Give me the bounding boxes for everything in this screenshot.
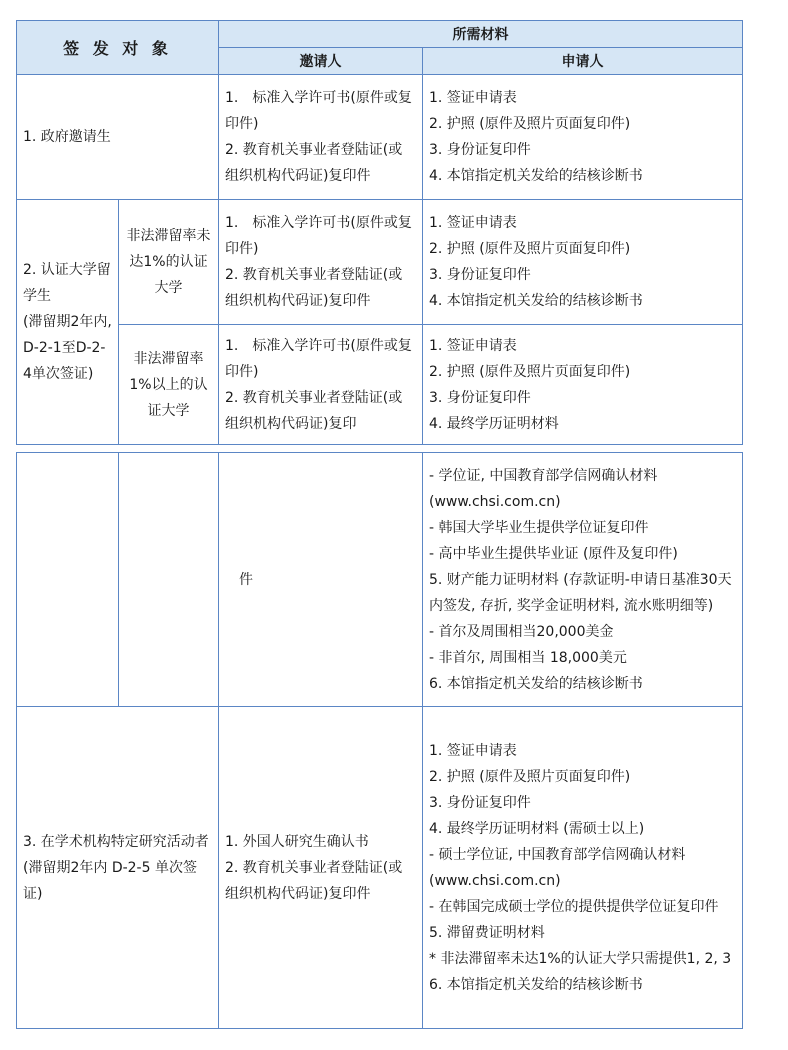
header-applicant: 申请人	[423, 48, 743, 75]
list-item: 1. 签证申请表	[429, 90, 517, 106]
row2a-label: 非法滞留率未达1%的认证大学	[119, 200, 219, 325]
list-item: 2. 护照 (原件及照片页面复印件)	[429, 116, 631, 132]
list-item: 3. 身份证复印件	[429, 794, 531, 811]
list-item: 4. 最终学历证明材料	[429, 415, 559, 432]
list-item: 5. 财产能力证明材料 (存款证明-申请日基准30天内签发, 存折, 奖学金证明材料, 流水账明细等)	[429, 571, 732, 614]
list-item: 4. 本馆指定机关发给的结核诊断书	[429, 168, 643, 184]
list-item: 3. 身份证复印件	[429, 267, 531, 283]
visa-requirements-table	[16, 20, 743, 445]
list-item: - 硕士学位证, 中国教育部学信网确认材料 (www.chsi.com.cn)	[429, 846, 686, 889]
row3-target: 3. 在学术机构特定研究活动者 (滞留期2年内 D-2-5 单次签证)	[17, 707, 219, 1029]
list-item: 2. 教育机关事业者登陆证(或组织机构代码证)复印件	[225, 142, 403, 184]
list-item: 2. 教育机关事业者登陆证(或组织机构代码证)复印	[225, 389, 403, 432]
row2b-applicant	[423, 325, 743, 445]
list-item: 1. 标准入学许可书(原件或复印件)	[225, 215, 412, 257]
list-item: 4. 最终学历证明材料 (需硕士以上)	[429, 820, 645, 837]
row1-applicant	[423, 75, 743, 200]
header-inviter: 邀请人	[219, 48, 423, 75]
list-item: 2. 护照 (原件及照片页面复印件)	[429, 241, 631, 257]
row2-cont-sub	[119, 453, 219, 707]
row2b-label: 非法滞留率1%以上的认证大学	[119, 325, 219, 445]
list-item: 2. 教育机关事业者登陆证(或组织机构代码证)复印件	[225, 267, 403, 309]
list-item: 3. 身份证复印件	[429, 389, 531, 406]
row2a-inviter	[219, 200, 423, 325]
list-item: 1. 标准入学许可书(原件或复印件)	[225, 337, 412, 380]
list-item: 6. 本馆指定机关发给的结核诊断书	[429, 976, 643, 993]
list-item: 1. 签证申请表	[429, 215, 517, 231]
list-item: * 非法滞留率未达1%的认证大学只需提供1, 2, 3	[429, 950, 732, 967]
list-item: 1. 签证申请表	[429, 742, 517, 759]
list-item: 2. 教育机关事业者登陆证(或组织机构代码证)复印件	[225, 859, 403, 902]
list-item: - 非首尔, 周围相当 18,000美元	[429, 649, 627, 666]
list-item: - 在韩国完成硕士学位的提供提供学位证复印件	[429, 898, 719, 915]
row3-inviter	[219, 707, 423, 1029]
list-item: - 学位证, 中国教育部学信网确认材料 (www.chsi.com.cn)	[429, 467, 658, 510]
row3-applicant	[423, 707, 743, 1029]
list-item: 6. 本馆指定机关发给的结核诊断书	[429, 675, 643, 692]
row2a-applicant	[423, 200, 743, 325]
visa-requirements-table-continued	[16, 452, 743, 1029]
row2b-inviter	[219, 325, 423, 445]
row2-cont-applicant	[423, 453, 743, 707]
list-item: - 韩国大学毕业生提供学位证复印件	[429, 519, 649, 536]
list-item: 1. 签证申请表	[429, 337, 517, 354]
list-item: 4. 本馆指定机关发给的结核诊断书	[429, 293, 643, 309]
header-target: 签 发 对 象	[17, 21, 219, 75]
list-item: - 高中毕业生提供毕业证 (原件及复印件)	[429, 545, 678, 562]
row2-target: 2. 认证大学留学生 (滞留期2年内, D-2-1至D-2-4单次签证)	[17, 200, 119, 445]
list-item: 2. 护照 (原件及照片页面复印件)	[429, 363, 631, 380]
row1-inviter	[219, 75, 423, 200]
list-item: 1. 外国人研究生确认书	[225, 833, 369, 850]
row2-cont-inviter: 件	[219, 453, 423, 707]
list-item: - 首尔及周围相当20,000美金	[429, 623, 614, 640]
list-item: 5. 滞留费证明材料	[429, 924, 545, 941]
list-item: 2. 护照 (原件及照片页面复印件)	[429, 768, 631, 785]
row2-cont-target	[17, 453, 119, 707]
list-item: 1. 标准入学许可书(原件或复印件)	[225, 90, 412, 132]
row1-target: 1. 政府邀请生	[17, 75, 219, 200]
list-item: 3. 身份证复印件	[429, 142, 531, 158]
header-materials: 所需材料	[219, 21, 743, 48]
